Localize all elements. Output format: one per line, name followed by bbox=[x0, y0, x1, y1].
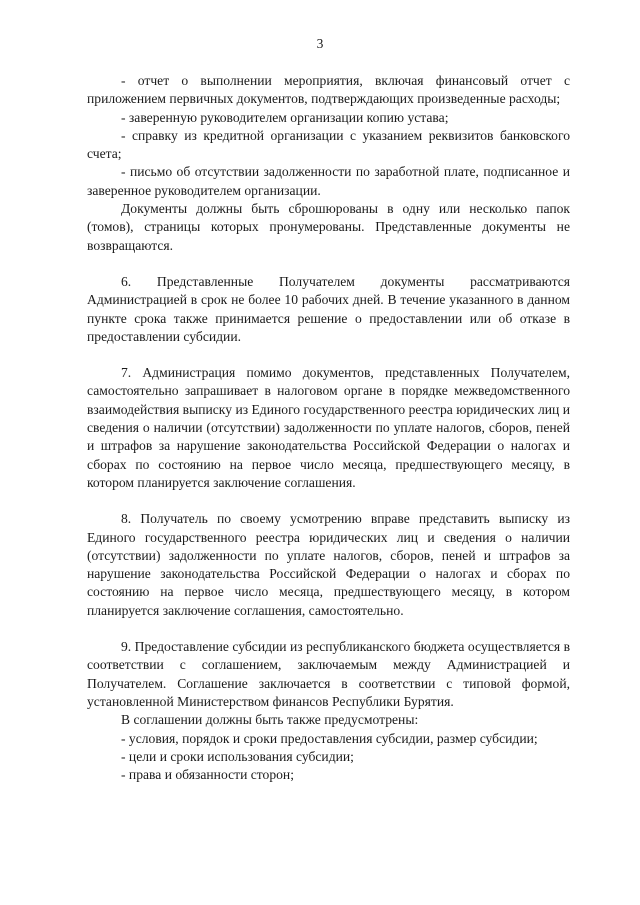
paragraph: - письмо об отсутствии задолженности по заработной плате, подписанное и заверенное руководителем организации. bbox=[87, 164, 570, 198]
paragraph: 6. Представленные Получателем документы рассматриваются Администрацией в срок не более 10 рабочих дней. В течение указанного в данном пункте срока также принимается решение о предоставлении или об отказе в предоставлении субсидии. bbox=[87, 273, 570, 344]
paragraph: - цели и сроки использования субсидии; bbox=[121, 748, 354, 764]
paragraph-gap bbox=[87, 255, 570, 273]
paragraph: 9. Предоставление субсидии из республиканского бюджета осуществляется в соответствии с соглашением, заключаемым между Администрацией и Получателем. Соглашение заключается в соответствии с типовой формой, установленной Министерством финансов Республики Бурятия. bbox=[87, 639, 570, 709]
paragraph: 8. Получатель по своему усмотрению вправе представить выписку из Единого государственного реестра юридических лиц и сведения о наличии (отсутствии) задолженности по уплате налогов, сборов, пеней и штрафов за нарушение законодательства Российской Федерации о налогах и сборах по состоянию на первое число месяца, предшествующего месяцу, в котором планируется заключение соглашения, самостоятельно. bbox=[87, 511, 570, 618]
paragraph-gap bbox=[87, 620, 570, 638]
paragraph: В соглашении должны быть также предусмотрены: bbox=[121, 712, 419, 728]
paragraph-gap bbox=[87, 492, 570, 510]
document-body bbox=[87, 72, 570, 784]
paragraph: - заверенную руководителем организации копию устава; bbox=[121, 109, 449, 125]
page-number: 3 bbox=[316, 36, 324, 51]
paragraph: Документы должны быть сброшюрованы в одну или несколько папок (томов), страницы которых пронумерованы. Представленные документы не возвращаются. bbox=[87, 201, 570, 253]
paragraph: 7. Администрация помимо документов, представленных Получателем, самостоятельно запрашивает в налоговом органе в порядке межведомственного взаимодействия выписку из Единого государственного реестра юридических лиц и сведения о наличии (отсутствии) задолженности по уплате налогов, сборов, пеней и штрафов за нарушение законодательства Российской Федерации о налогах и сборах по состоянию на первое число месяца, предшествующего месяцу, в котором планируется заключение соглашения. bbox=[87, 365, 570, 490]
paragraph: - условия, порядок и сроки предоставления субсидии, размер субсидии; bbox=[121, 730, 538, 746]
paragraph: - отчет о выполнении мероприятия, включая финансовый отчет с приложением первичных документов, подтверждающих произведенные расходы; bbox=[87, 73, 570, 107]
paragraph-gap bbox=[87, 346, 570, 364]
paragraph: - права и обязанности сторон; bbox=[121, 767, 294, 783]
paragraph: - справку из кредитной организации с указанием реквизитов банковского счета; bbox=[87, 127, 570, 162]
